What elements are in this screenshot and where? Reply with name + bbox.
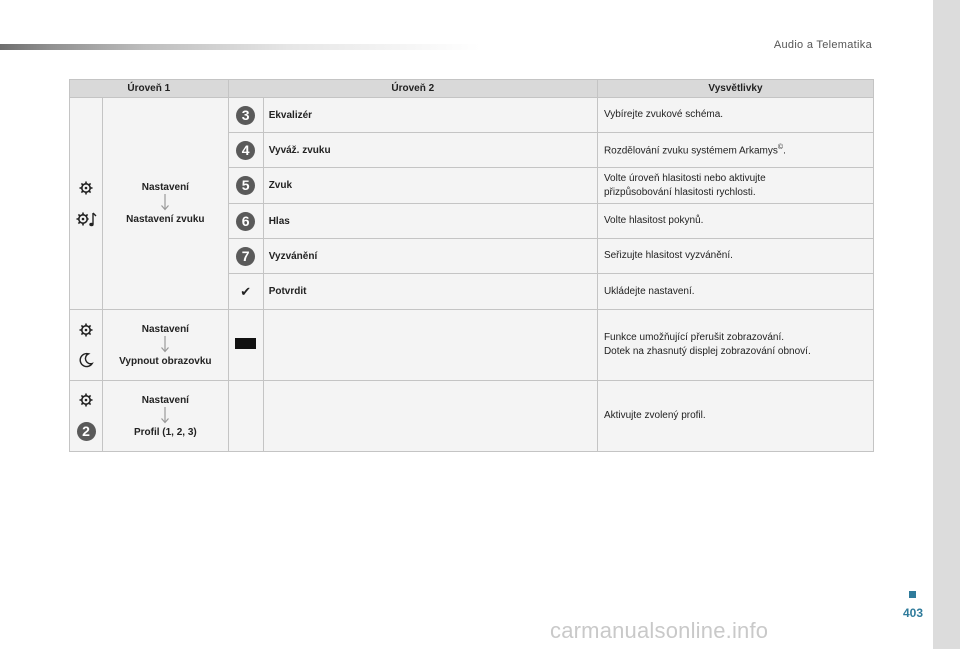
number-badge: 7	[236, 247, 255, 266]
group1-level1	[103, 98, 228, 310]
group1-icons	[70, 98, 103, 310]
explanation-text: Seřizujte hlasitost vyzvánění.	[597, 239, 873, 274]
explanation-cell	[597, 133, 873, 168]
explanation-text: Volte hlasitost pokynů.	[597, 204, 873, 239]
level2-label: Zvuk	[263, 168, 597, 204]
explanation-line: přizpůsobování hlasitosti rychlosti.	[603, 186, 756, 198]
level1-sublabel: Vypnout obrazovku	[119, 355, 212, 367]
header-explanation: Vysvětlivky	[597, 80, 873, 98]
explanation-text: Vybírejte zvukové schéma.	[597, 98, 873, 133]
header-level2: Úroveň 2	[228, 80, 597, 98]
copyright-mark: ©	[777, 144, 784, 152]
page-side-strip	[933, 0, 960, 649]
number-badge: 6	[236, 212, 255, 231]
gear-icon	[78, 322, 94, 338]
number-badge: 3	[236, 106, 255, 125]
explanation-cell	[597, 168, 873, 204]
table-header-row	[70, 80, 874, 98]
explanation-line: Volte úroveň hlasitosti nebo aktivujte	[603, 172, 766, 184]
explanation-text: Aktivujte zvolený profil.	[597, 381, 873, 452]
screen-off-button-icon	[235, 338, 256, 349]
header-level1: Úroveň 1	[70, 80, 229, 98]
level1-label: Nastavení	[141, 394, 189, 406]
level2-label: Ekvalizér	[263, 98, 597, 133]
section-title: Audio a Telematika	[773, 39, 872, 51]
number-badge: 2	[77, 422, 96, 441]
badge-empty	[228, 381, 263, 452]
watermark-text: carmanualsonline.info	[550, 618, 769, 643]
group3-level1	[103, 381, 228, 452]
level1-label: Nastavení	[141, 182, 189, 193]
table-row	[70, 310, 874, 381]
page-marker	[909, 591, 916, 598]
explanation-cell	[597, 310, 873, 381]
explanation-text: Rozdělování zvuku systémem Arkamys	[603, 145, 778, 157]
moon-icon	[78, 352, 94, 368]
table-row	[70, 98, 874, 133]
explanation-line: Funkce umožňující přerušit zobrazování.	[603, 332, 785, 343]
level2-label: Hlas	[263, 204, 597, 239]
arrow-down-icon	[160, 336, 170, 353]
level2-label: Vyváž. zvuku	[263, 133, 597, 168]
table-row	[70, 381, 874, 452]
gear-music-note-icon	[75, 210, 97, 228]
level2-empty	[263, 310, 597, 381]
group3-icons	[70, 381, 103, 452]
level2-label: Vyzvánění	[263, 239, 597, 274]
level1-label: Nastavení	[141, 323, 189, 335]
explanation-text: Ukládejte nastavení.	[597, 274, 873, 310]
level1-sublabel: Nastavení zvuku	[126, 214, 205, 225]
checkmark-icon: ✔	[240, 283, 252, 299]
level1-sublabel: Profil (1, 2, 3)	[133, 426, 197, 438]
settings-table	[69, 79, 874, 452]
number-badge: 4	[236, 141, 255, 160]
page-number: 403	[903, 606, 924, 620]
level2-empty	[263, 381, 597, 452]
explanation-end: .	[783, 145, 786, 157]
arrow-down-icon	[160, 194, 170, 211]
gear-icon	[78, 392, 94, 408]
header-gradient-bar	[0, 44, 480, 50]
level2-label: Potvrdit	[263, 274, 597, 310]
group2-level1	[103, 310, 228, 381]
gear-icon	[78, 180, 94, 196]
explanation-line: Dotek na zhasnutý displej zobrazování obnoví.	[603, 346, 811, 357]
group2-icons	[70, 310, 103, 381]
number-badge: 5	[236, 176, 255, 195]
arrow-down-icon	[160, 407, 170, 424]
